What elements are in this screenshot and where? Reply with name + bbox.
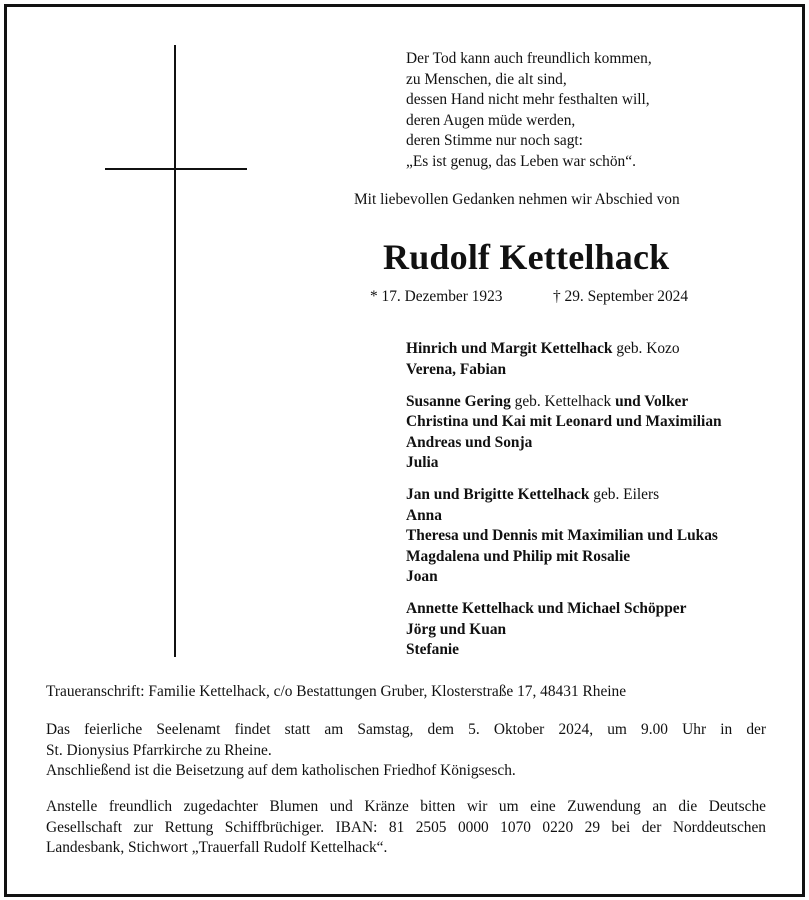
family-head-names: Annette Kettelhack und Michael Schöpper — [406, 600, 687, 617]
donation-line: Landesbank, Stichwort „Trauerfall Rudolf Kettelhack“. — [46, 839, 388, 856]
family-member: Theresa und Dennis mit Maximilian und Lukas — [406, 527, 718, 544]
family-head — [406, 485, 722, 506]
poem-line: deren Augen müde werden, — [406, 111, 576, 129]
service-line: St. Dionysius Pfarrkirche zu Rheine. — [46, 741, 272, 759]
mourning-address: Traueranschrift: Familie Kettelhack, c/o Bestattungen Gruber, Klosterstraße 17, 48431 Rheine — [46, 683, 627, 700]
family-member: Anna — [406, 506, 442, 524]
family-head-maiden: geb. Eilers — [589, 486, 660, 503]
family-head-names: Jan und Brigitte Kettelhack — [406, 486, 590, 503]
service-line: Das feierliche Seelenamt findet statt am Samstag, dem 5. Oktober 2024, um 9.00 Uhr in der — [46, 721, 766, 738]
family-member: Jörg und Kuan — [406, 620, 507, 638]
family-member: Stefanie — [406, 641, 460, 658]
poem-line: deren Stimme nur noch sagt: — [406, 132, 583, 149]
poem-line: Der Tod kann auch freundlich kommen, — [406, 50, 652, 67]
family-head-names: Susanne Gering — [406, 392, 511, 410]
family-head — [406, 339, 722, 360]
cross-horizontal-bar — [105, 168, 247, 170]
family-head — [406, 599, 722, 620]
family-head-names: Hinrich und Margit Kettelhack — [406, 340, 613, 357]
family-member: Verena, Fabian — [406, 360, 507, 378]
death-date: † 29. September 2024 — [553, 288, 689, 305]
birth-date: * 17. Dezember 1923 — [370, 288, 503, 305]
poem-line: dessen Hand nicht mehr festhalten will, — [406, 91, 650, 108]
family-member: Julia — [406, 454, 439, 471]
cross-vertical-bar — [174, 45, 176, 657]
donation-line: Gesellschaft zur Rettung Schiffbrüchiger. IBAN: 81 2505 0000 1070 0220 29 bei der Norddeutschen — [46, 818, 766, 836]
poem-line: zu Menschen, die alt sind, — [406, 70, 567, 88]
family-member: Andreas und Sonja — [406, 433, 533, 451]
family-member: Magdalena und Philip mit Rosalie — [406, 547, 631, 565]
service-line: Anschließend ist die Beisetzung auf dem katholischen Friedhof Königsesch. — [46, 762, 516, 779]
family-member: Joan — [406, 568, 438, 585]
donation-request — [46, 797, 766, 859]
deceased-name: Rudolf Kettelhack — [383, 237, 670, 277]
family-group — [406, 339, 722, 380]
service-info — [46, 720, 766, 782]
family-head-partner: und Volker — [615, 392, 689, 410]
farewell-text: Mit liebevollen Gedanken nehmen wir Abschied von — [354, 191, 680, 208]
family-head-maiden: geb. Kozo — [612, 340, 680, 357]
family-group — [406, 392, 722, 474]
family-head-maiden: geb. Kettelhack — [510, 392, 616, 410]
poem — [406, 49, 652, 172]
family-group — [406, 485, 722, 588]
family-group — [406, 599, 722, 661]
mourners-list — [406, 339, 722, 672]
poem-line: „Es ist genug, das Leben war schön“. — [406, 152, 636, 170]
family-head — [406, 392, 722, 413]
donation-line: Anstelle freundlich zugedachter Blumen und Kränze bitten wir um eine Zuwendung an die Deutsche — [46, 798, 766, 815]
family-member: Christina und Kai mit Leonard und Maximilian — [406, 413, 722, 430]
